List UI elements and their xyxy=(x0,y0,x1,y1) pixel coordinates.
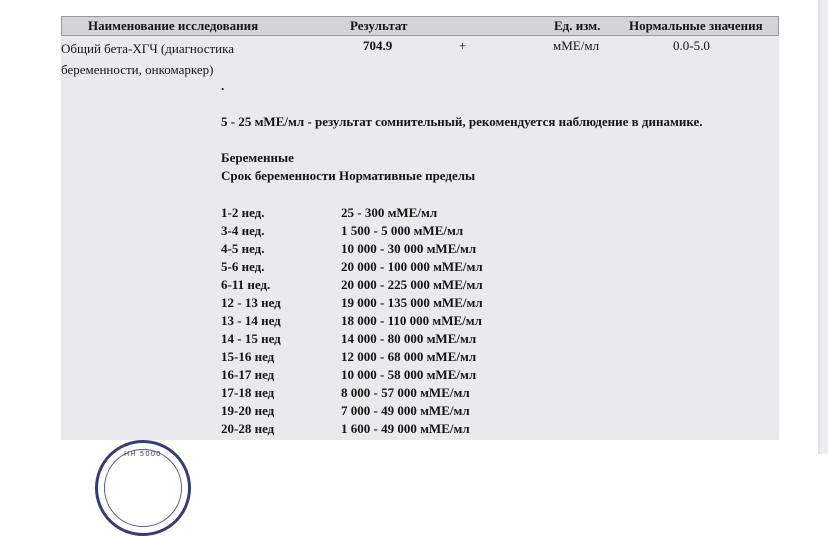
term: 20-28 нед xyxy=(221,421,275,436)
range: 25 - 300 мМЕ/мл xyxy=(341,205,438,220)
term: 19-20 нед xyxy=(221,403,275,418)
stamp-inner-ring xyxy=(104,449,182,527)
range: 19 000 - 135 000 мМЕ/мл xyxy=(341,295,483,310)
term: 15-16 нед xyxy=(221,349,275,364)
range: 1 600 - 49 000 мМЕ/мл xyxy=(341,421,470,436)
test-result: 704.9 xyxy=(363,38,393,53)
term: 4-5 нед. xyxy=(221,241,265,256)
term: 14 - 15 нед xyxy=(221,331,281,346)
lab-results-panel xyxy=(61,16,779,440)
term: 16-17 нед xyxy=(221,367,275,382)
term: 5-6 нед. xyxy=(221,259,265,274)
reference-columns-label: Срок беременности Нормативные пределы xyxy=(221,168,476,183)
header-unit: Ед. изм. xyxy=(554,18,601,33)
range: 7 000 - 49 000 мМЕ/мл xyxy=(341,403,470,418)
test-name: Общий бета-ХГЧ (диагностика беременности, онкомаркер) xyxy=(61,41,235,77)
stamp-text: НН 5000 xyxy=(124,450,162,458)
term: 17-18 нед xyxy=(221,385,275,400)
header-result: Результат xyxy=(350,18,408,33)
term: 1-2 нед. xyxy=(221,205,265,220)
test-unit: мМЕ/мл xyxy=(553,38,600,53)
pregnant-title: Беременные xyxy=(221,150,294,165)
range: 10 000 - 58 000 мМЕ/мл xyxy=(341,367,477,382)
term: 3-4 нед. xyxy=(221,223,265,238)
term: 6-11 нед. xyxy=(221,277,271,292)
range: 1 500 - 5 000 мМЕ/мл xyxy=(341,223,464,238)
range: 18 000 - 110 000 мМЕ/мл xyxy=(341,313,482,328)
range: 8 000 - 57 000 мМЕ/мл xyxy=(341,385,470,400)
page-edge-strip xyxy=(818,0,828,454)
range: 12 000 - 68 000 мМЕ/мл xyxy=(341,349,477,364)
range: 20 000 - 100 000 мМЕ/мл xyxy=(341,259,483,274)
result-flag: + xyxy=(459,38,467,53)
term: 13 - 14 нед xyxy=(221,313,281,328)
term: 12 - 13 нед xyxy=(221,295,281,310)
test-norm: 0.0-5.0 xyxy=(673,38,710,53)
range: 14 000 - 80 000 мМЕ/мл xyxy=(341,331,477,346)
range: 10 000 - 30 000 мМЕ/мл xyxy=(341,241,477,256)
header-name: Наименование исследования xyxy=(88,18,259,33)
range: 20 000 - 225 000 мМЕ/мл xyxy=(341,277,483,292)
lab-stamp xyxy=(95,440,191,536)
doubtful-note: 5 - 25 мМЕ/мл - результат сомнительный, рекомендуется наблюдение в динамике. xyxy=(221,114,703,129)
header-norm: Нормальные значения xyxy=(629,18,763,33)
separator-dot: . xyxy=(221,78,225,93)
table-header xyxy=(61,16,779,36)
